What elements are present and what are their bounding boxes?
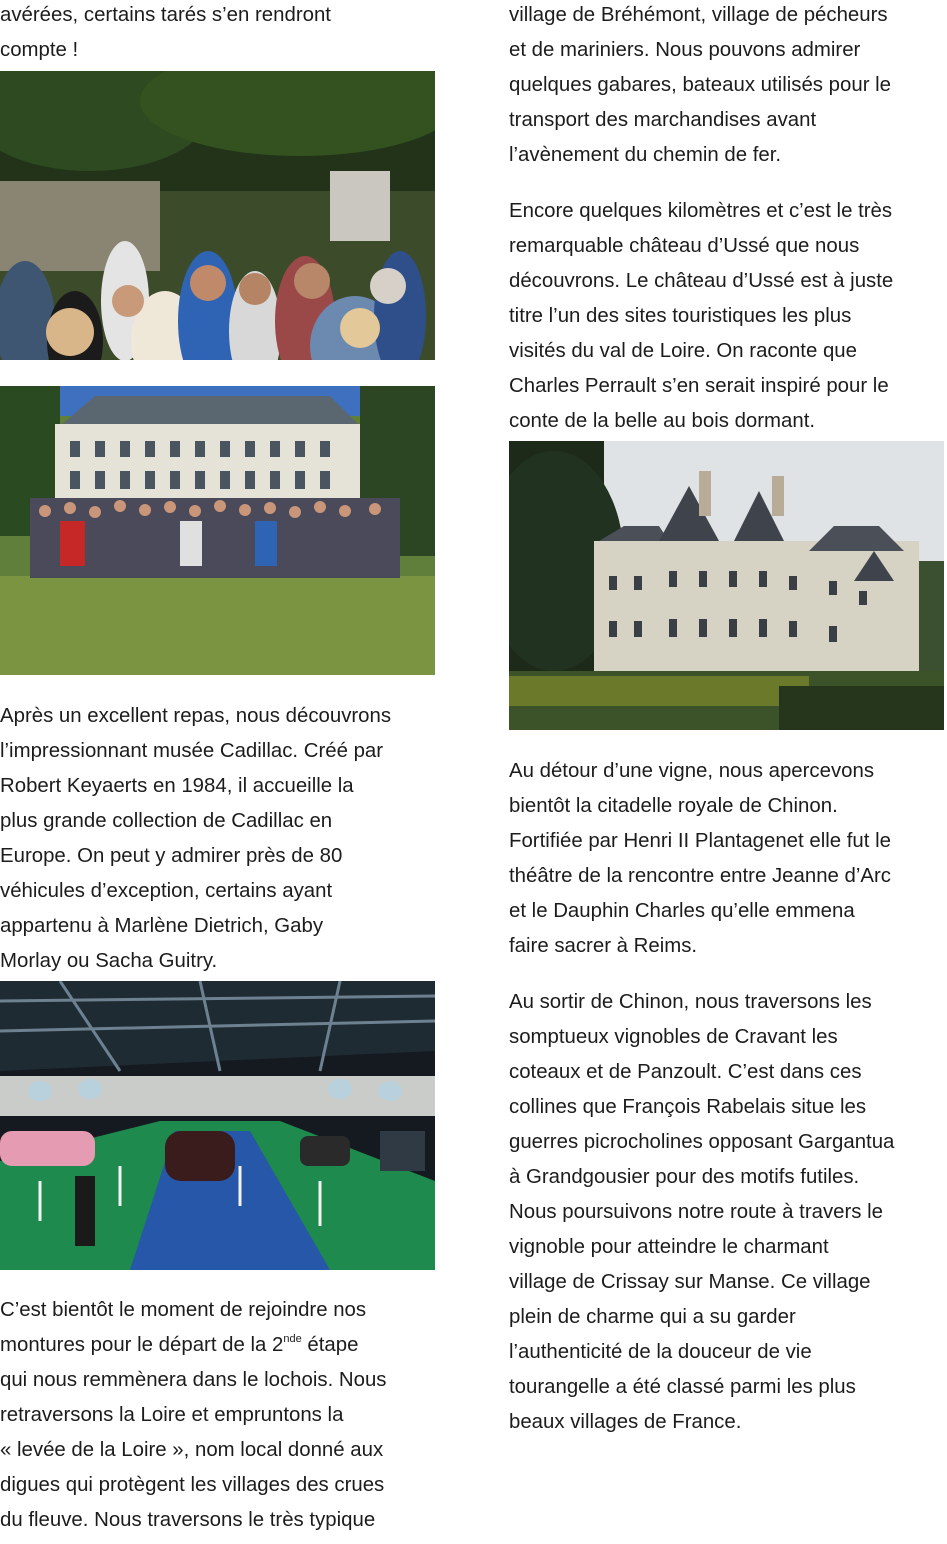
chinon-paragraph: Au détour d’une vigne, nous apercevons bientôt la citadelle royale de Chinon. Fortifiée par Henri II Plantagenet elle fut le théâtre de la rencontre entre Jeanne d’Arc et le Dauphin Charles qu’elle emmena faire sacrer à Reims. xyxy=(509,760,891,957)
crissay-paragraph: Au sortir de Chinon, nous traversons les somptueux vignobles de Cravant les coteaux et de Panzoult. C’est dans ces collines que François Rabelais situe les guerres picrocholines opposant Gargantua à Grandgousier pour des motifs futiles. Nous poursuivons notre route à travers le vignoble pour atteindre le charmant village de Crissay sur Manse. Ce village plein de charme qui a su garder l’authenticité de la douceur de vie tourangelle a été classé parmi les plus beaux villages de France. xyxy=(509,991,895,1433)
chateau-usse-photo xyxy=(509,441,944,730)
group-under-trees-photo xyxy=(0,71,435,360)
usse-paragraph: Encore quelques kilomètres et c’est le très remarquable château d’Ussé que nous découvrons. Le château d’Ussé est à juste titre l’un des sites touristiques les plus visités du val de Loire. On raconte que Charles Perrault s’en serait inspiré pour le conte de la belle au bois dormant. xyxy=(509,200,894,432)
cadillac-museum-photo xyxy=(0,981,435,1270)
depart-etape-paragraph xyxy=(0,1293,440,1538)
brehemont-paragraph: village de Bréhémont, village de pécheurs et de mariniers. Nous pouvons admirer quelques gabares, bateaux utilisés pour le transport des marchandises avant l’avènement du chemin de fer. xyxy=(509,4,892,166)
depart-text-a: C’est bientôt le moment de rejoindre nos montures pour le départ de la 2 xyxy=(0,1299,367,1356)
cadillac-museum-paragraph: Après un excellent repas, nous découvrons l’impressionnant musée Cadillac. Créé par Robert Keyaerts en 1984, il accueille la plus grande collection de Cadillac en Europe. On peut y admirer près de 80 véhicules d’exception, certains ayant appartenu à Marlène Dietrich, Gaby Morlay ou Sacha Guitry. xyxy=(0,705,392,972)
depart-text-b: étape qui nous remmènera dans le lochois. Nous retraversons la Loire et empruntons la « levée de la Loire », nom local donné aux digues qui protègent les villages des crues du fleuve. Nous traversons le très typique xyxy=(0,1334,387,1531)
group-chateau-photo xyxy=(0,386,435,675)
depart-superscript: nde xyxy=(283,1333,302,1345)
intro-paragraph-end: avérées, certains tarés s’en rendront compte ! xyxy=(0,4,331,61)
